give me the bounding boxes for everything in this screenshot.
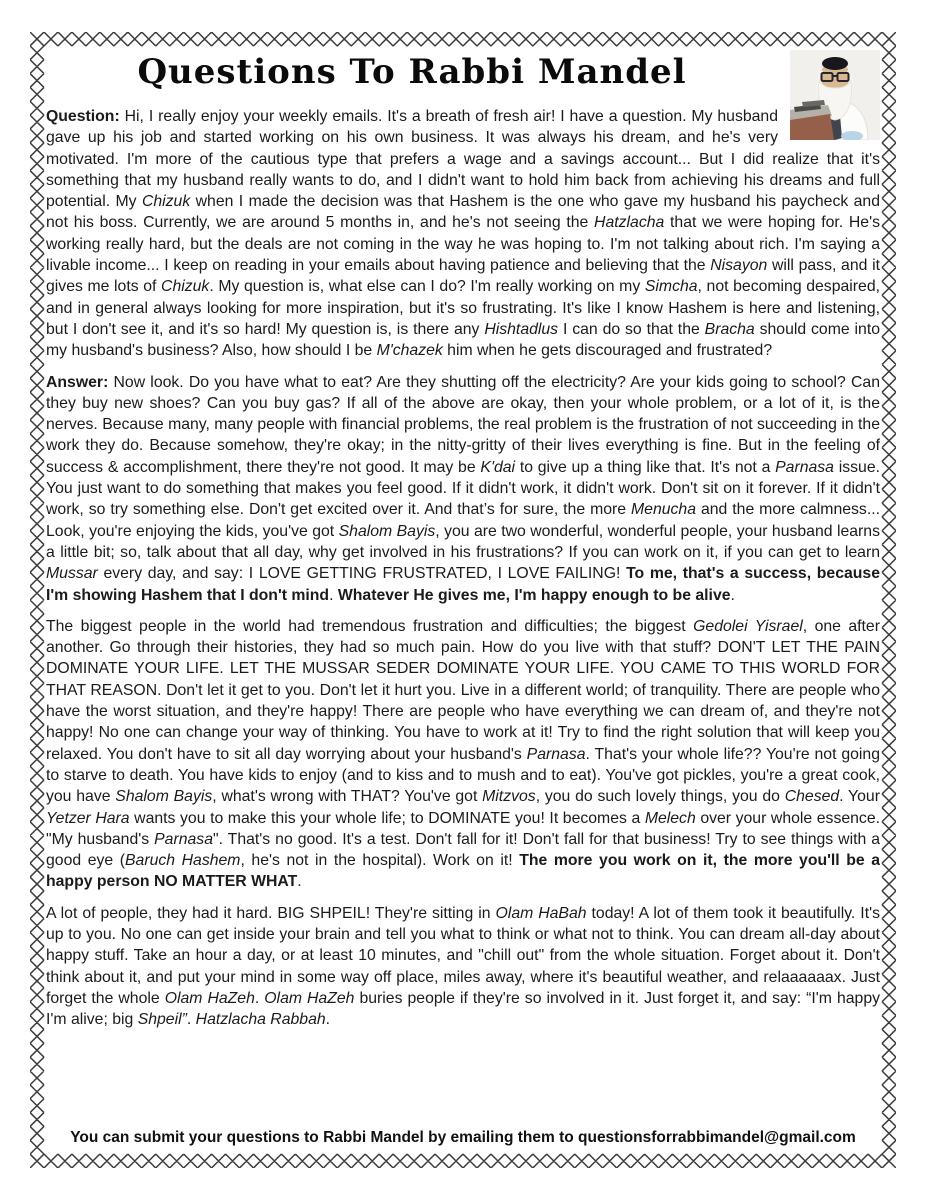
text-segment: Chizuk: [161, 278, 210, 296]
rabbi-portrait-illustration: [790, 50, 880, 140]
text-segment: Hishtadlus: [484, 320, 559, 338]
text-segment: , not becoming despaired, and in general always looking for more inspiration, but it's so frustrating. It's like I know Hashem is here and listening, but I don't see it, and it's so hard! My question is, is there any: [46, 278, 880, 338]
text-segment: .: [254, 989, 265, 1007]
text-segment: Hatzlacha Rabbah: [195, 1011, 326, 1029]
text-segment: Hi, I really enjoy your weekly emails. It's a breath of fresh air! I have a question. My husband gave up his job and started working on his own business. It was always his dream, and he's very motivated. I'm more of the cautious type that prefers a wage and a savings account... But I did realize that it's something that my husband really wants to do, and I didn't want to hold him back from achieving his dreams and full potential. My: [46, 108, 880, 211]
text-segment: and the more calmness... Look, you're enjoying the kids, you've got: [46, 501, 880, 540]
text-segment: to give up a thing like that. It's not a: [515, 458, 776, 476]
text-segment: K'dai: [480, 458, 516, 476]
text-segment: .: [297, 873, 302, 891]
text-segment: today! A lot of them took it beautifully. It's up to you. No one can get inside your brain and tell you what to think or what not to think. You can dream all-day about happy stuff. Take an hour a day, or at least 10 minutes, and "chill out" from the whole situation. Forget about it. Don't think about it, and put your mind in some way off place, miles away, where it's beautiful weather, and relaaaaaax. Just forget the whole: [46, 904, 880, 1007]
text-segment: buries people if they're so involved in it. Just forget it, and say: “I'm happy I'm alive; big: [46, 989, 880, 1029]
text-segment: Question:: [46, 108, 125, 125]
text-segment: , one after another. Go through their histories, they had so much pain. How do you live with that stuff? DON'T LET THE PAIN DOMINATE YOUR LIFE. LET THE MUSSAR SEDER DOMINATE YOUR LIFE. YOU CAME TO THIS WORLD FOR THAT REASON. Don't let it get to you. Don't let it hurt you. Live in a different world; of tranquility. There are people who have the worst situation, and they're happy! There are people who have everything we can dream of, and they're not happy! No one can change your way of thinking. You have to work at it! Try to find the right solution that will keep you relaxed. You don't have to sit all day worrying about your husband's: [46, 617, 880, 763]
text-segment: Gedolei Yisrael: [693, 617, 803, 635]
text-segment: Olam HaZeh: [264, 989, 355, 1007]
text-segment: Nisayon: [710, 257, 768, 275]
text-segment: A lot of people, they had it hard. BIG SHPEIL! They're sitting in: [46, 904, 496, 922]
text-segment: M'chazek: [376, 342, 443, 360]
text-segment: I can do so that the: [558, 320, 705, 338]
text-segment: Answer:: [46, 373, 114, 391]
submission-instructions: You can submit your questions to Rabbi Mandel by emailing them to questionsforrabbimandel@gmail.com: [46, 1126, 880, 1147]
text-segment: Parnasa: [526, 745, 586, 763]
text-segment: Now look. Do you have what to eat? Are they shutting off the electricity? Are your kids going to school? Can they buy new shoes? Can you buy gas? If all of the above are okay, then your whole problem, or a lot of it, is the nerves. Because many, many people with financial problems, the real problem is the frustration of not succeeding in the work they do. Because somehow, they're okay; in the nitty-gritty of their lives everything is fine. But in the feeling of success & accomplishment, there they're not good. It may be: [46, 373, 880, 476]
text-segment: .: [329, 586, 338, 604]
text-segment: Mitzvos: [482, 788, 536, 806]
text-segment: Olam HaBah: [495, 904, 587, 922]
text-segment: Mussar: [46, 565, 98, 583]
text-segment: , what's wrong with THAT? You've got: [212, 788, 483, 806]
text-segment: wants you to make this your whole life; to DOMINATE you! It becomes a: [129, 809, 645, 827]
article-content: [46, 46, 880, 1150]
text-segment: Menucha: [631, 501, 697, 519]
text-segment: Baruch Hashem: [125, 852, 241, 870]
page-title: Questions To Rabbi Mandel: [137, 52, 687, 92]
text-segment: , you are two wonderful, wonderful people, your husband learns a little bit; so, talk about that all day, why get involved in his frustrations? If you can work on it, if you can get to learn: [46, 522, 880, 561]
text-segment: Shalom Bayis: [115, 788, 213, 806]
text-segment: that we were hoping for. He's working really hard, but the deals are not coming in the way he was hoping to. I'm not talking about rich. I'm saying a livable income... I keep on reading in your emails about having patience and believing that the: [46, 214, 880, 275]
answer-paragraph-1: [46, 372, 880, 606]
text-segment: . My question is, what else can I do? I'm really working on my: [209, 278, 645, 296]
text-segment: . Your: [839, 788, 880, 806]
text-segment: over your whole essence. "My husband's: [46, 809, 880, 848]
text-segment: every day, and say: I LOVE GETTING FRUSTRATED, I LOVE FAILING!: [97, 565, 627, 583]
text-segment: . That's your whole life?? You're not going to starve to death. You have kids to enjoy (and to kiss and to mush and to eat). You've got pickles, you're a great cook, you have: [46, 745, 880, 806]
text-segment: Whatever He gives me, I'm happy enough to be alive: [337, 586, 731, 604]
text-segment: The biggest people in the world had tremendous frustration and difficulties; the biggest: [46, 617, 694, 635]
rabbi-photo: [790, 50, 880, 140]
text-segment: Parnasa: [775, 458, 834, 476]
text-segment: Shpeil”: [137, 1011, 187, 1029]
text-segment: .: [186, 1011, 196, 1029]
text-segment: , he's not in the hospital). Work on it!: [240, 852, 520, 870]
question-paragraph: [46, 106, 880, 362]
answer-paragraph-2: [46, 616, 880, 893]
text-segment: Melech: [644, 809, 696, 827]
text-segment: .: [730, 586, 735, 604]
text-segment: Olam HaZeh: [164, 989, 255, 1007]
text-segment: Shalom Bayis: [338, 522, 436, 540]
text-segment: when I made the decision was that Hashem is the one who gave my husband his paycheck and not his boss. Currently, we are around 5 months in, and he's not seeing the: [46, 193, 880, 232]
text-segment: should come into my husband's business? Also, how should I be: [46, 320, 880, 360]
text-segment: Parnasa: [154, 830, 213, 848]
text-segment: To me, that's a success, because I'm showing Hashem that I don't mind: [46, 565, 880, 604]
text-segment: Bracha: [704, 320, 755, 338]
text-segment: issue. You just want to do something that makes you feel good. If it didn't work, it didn't work. Don't sit on it forever. If it didn't work, so try something else. Don't get excited over it. And that’s for sure, the more: [46, 458, 880, 519]
text-segment: Yetzer Hara: [46, 809, 130, 827]
text-segment: Chesed: [784, 788, 840, 806]
text-segment: Chizuk: [141, 193, 191, 211]
text-segment: Simcha: [644, 278, 698, 296]
text-segment: Hatzlacha: [594, 214, 665, 232]
text-segment: ". That's no good. It's a test. Don't fall for it! Don't fall for that business! Try to see things with a good eye (: [46, 830, 880, 870]
text-segment: him when he gets discouraged and frustrated?: [442, 342, 773, 360]
text-segment: , you do such lovely things, you do: [535, 788, 785, 806]
text-segment: will pass, and it gives me lots of: [46, 257, 880, 296]
text-segment: The more you work on it, the more you'll be a happy person NO MATTER WHAT: [46, 852, 880, 891]
answer-paragraph-3: [46, 903, 880, 1031]
text-segment: .: [325, 1011, 331, 1029]
